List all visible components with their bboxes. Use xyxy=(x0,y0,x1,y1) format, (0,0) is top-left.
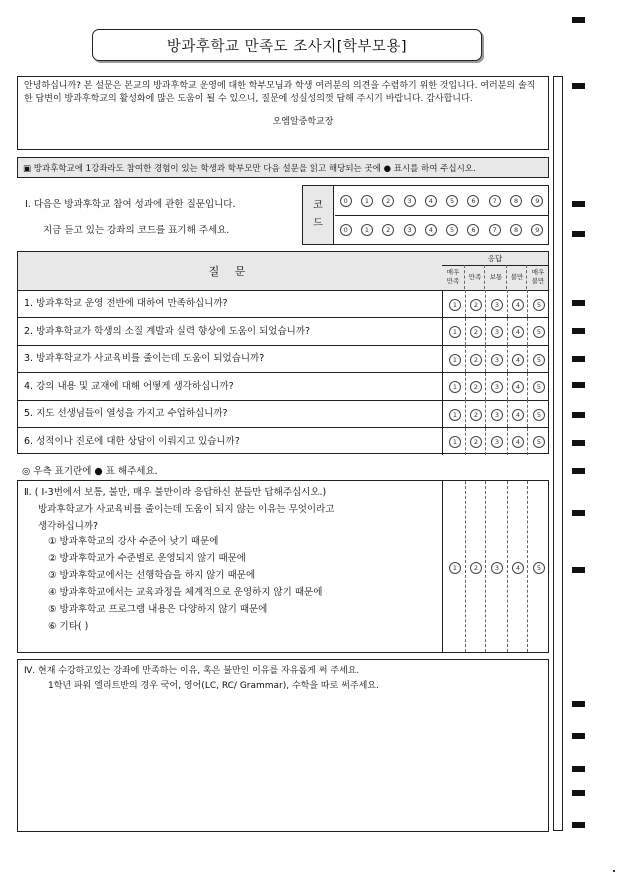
answer-bubble[interactable]: 4 xyxy=(512,299,524,311)
column-divider xyxy=(465,373,466,400)
code-bubble[interactable]: 5 xyxy=(446,224,458,236)
answer-bubbles xyxy=(442,290,549,317)
code-bubble[interactable]: 1 xyxy=(361,224,373,236)
timing-mark xyxy=(572,766,585,772)
section-2-line: 생각하십니까? xyxy=(38,521,99,532)
answer-bubbles xyxy=(442,345,549,372)
timing-mark xyxy=(572,822,585,828)
answer-bubble[interactable]: 4 xyxy=(512,436,524,448)
answer-bubbles xyxy=(442,428,549,455)
intro-box xyxy=(17,76,549,150)
question-text: 3. 방과후학교가 사교육비를 줄이는데 도움이 되었습니까? xyxy=(24,353,265,364)
timing-mark xyxy=(572,790,585,796)
answer-bubble[interactable]: 3 xyxy=(491,326,503,338)
code-bubble[interactable]: 4 xyxy=(425,224,437,236)
column-divider xyxy=(527,373,528,400)
timing-mark xyxy=(572,440,585,446)
column-divider xyxy=(485,345,486,372)
answer-bubble[interactable]: 2 xyxy=(470,326,482,338)
column-divider xyxy=(527,318,528,345)
column-divider xyxy=(485,400,486,427)
question-header: 질 문 xyxy=(18,252,443,291)
column-divider xyxy=(527,400,528,427)
timing-mark xyxy=(572,567,585,573)
answer-bubble[interactable]: 3 xyxy=(491,562,503,574)
column-divider xyxy=(507,290,508,317)
corner-dot xyxy=(613,870,615,872)
code-bubble[interactable]: 7 xyxy=(489,224,501,236)
code-row-ones xyxy=(335,215,548,244)
column-divider xyxy=(507,428,508,455)
code-grid xyxy=(302,185,549,245)
question-row xyxy=(18,290,548,318)
answer-bubble[interactable]: 4 xyxy=(512,326,524,338)
column-divider xyxy=(465,400,466,427)
column-divider xyxy=(465,290,466,317)
column-divider xyxy=(527,481,528,652)
code-bubble[interactable]: 8 xyxy=(510,195,522,207)
code-bubble[interactable]: 7 xyxy=(489,195,501,207)
response-col-header: 매우 불만 xyxy=(526,265,549,289)
code-bubble[interactable]: 1 xyxy=(361,195,373,207)
section-2-answer-bubbles xyxy=(442,481,549,652)
code-row-tens xyxy=(335,186,548,216)
answer-bubble[interactable]: 3 xyxy=(491,299,503,311)
code-bubble[interactable]: 8 xyxy=(510,224,522,236)
answer-bubble[interactable]: 5 xyxy=(533,354,545,366)
answer-bubble[interactable]: 4 xyxy=(512,354,524,366)
answer-bubble[interactable]: 3 xyxy=(491,381,503,393)
column-divider xyxy=(465,428,466,455)
answer-bubble[interactable]: 1 xyxy=(449,381,461,393)
section-2 xyxy=(17,480,549,653)
timing-mark xyxy=(572,510,585,516)
option-item: ② 방과후학교가 수준별로 운영되지 않기 때문에 xyxy=(48,553,246,564)
marking-hint: ◎ 우측 표기란에 ● 표 해주세요. xyxy=(22,466,158,477)
code-bubble[interactable]: 0 xyxy=(340,195,352,207)
instruction-notice: ▣ 방과후학교에 1강좌라도 참여한 경험이 있는 학생과 학부모만 다음 설문을 읽고 해당되는 곳에 ● 표시를 하여 주십시오. xyxy=(17,157,549,178)
column-divider xyxy=(507,481,508,652)
question-row xyxy=(18,318,548,346)
answer-bubble[interactable]: 5 xyxy=(533,562,545,574)
column-divider xyxy=(485,318,486,345)
response-header xyxy=(442,252,548,291)
column-divider xyxy=(485,373,486,400)
code-label-char: 드 xyxy=(313,218,323,229)
code-label xyxy=(303,186,334,244)
code-bubble[interactable]: 4 xyxy=(425,195,437,207)
answer-bubble[interactable]: 3 xyxy=(491,354,503,366)
response-col-header: 불만 xyxy=(506,265,527,289)
option-item: ④ 방과후학교에서는 교육과정을 체계적으로 운영하지 않기 때문에 xyxy=(48,587,323,598)
question-row xyxy=(18,373,548,401)
answer-bubbles xyxy=(442,318,549,345)
timing-mark xyxy=(572,300,585,306)
column-divider xyxy=(507,345,508,372)
timing-mark xyxy=(572,231,585,237)
response-col-header: 만족 xyxy=(464,265,485,289)
answer-bubble[interactable]: 5 xyxy=(533,436,545,448)
response-col-header: 보통 xyxy=(484,265,507,289)
answer-bubble[interactable]: 2 xyxy=(470,436,482,448)
timing-mark xyxy=(572,701,585,707)
answer-bubble[interactable]: 5 xyxy=(533,299,545,311)
timing-mark xyxy=(572,328,585,334)
question-row xyxy=(18,400,548,428)
page-title: 방과후학교 만족도 조사지[학부모용] xyxy=(92,29,482,61)
question-row xyxy=(18,428,548,455)
signature: 오엠알중학교장 xyxy=(272,117,334,127)
answer-bubble[interactable]: 2 xyxy=(470,354,482,366)
code-bubble[interactable]: 0 xyxy=(340,224,352,236)
timing-mark xyxy=(572,83,585,89)
column-divider xyxy=(507,400,508,427)
response-header-title: 응답 xyxy=(442,252,548,266)
timing-mark xyxy=(572,356,585,362)
column-divider xyxy=(465,481,466,652)
intro-text: 안녕하십니까? 본 설문은 본교의 방과후학교 운영에 대한 학부모님과 학생 여러분의 의견을 수렴하기 위한 것입니다. 여러분의 솔직한 답변이 방과후학교의 활성화에 많은 도움이 될 수 있으니, 질문에 성실성의껏 답해 주시기 바랍니다. 감사합니다. xyxy=(24,81,536,104)
timing-mark xyxy=(572,468,585,474)
code-bubble[interactable]: 6 xyxy=(467,224,479,236)
option-item: ① 방과후학교의 강사 수준이 낮기 때문에 xyxy=(48,536,219,547)
section-2-question xyxy=(24,484,334,535)
code-label-char: 코 xyxy=(313,200,323,211)
code-bubble[interactable]: 3 xyxy=(404,195,416,207)
code-bubble[interactable]: 5 xyxy=(446,195,458,207)
code-bubble[interactable]: 2 xyxy=(382,195,394,207)
answer-bubble[interactable]: 1 xyxy=(449,326,461,338)
answer-bubble[interactable]: 1 xyxy=(449,562,461,574)
timing-mark xyxy=(572,412,585,418)
option-item: ⑤ 방과후학교 프로그램 내용은 다양하지 않기 때문에 xyxy=(48,604,268,615)
code-bubble[interactable]: 6 xyxy=(467,195,479,207)
section-4-free-response[interactable] xyxy=(17,659,549,832)
section-2-line: Ⅱ. ( Ⅰ-3번에서 보통, 불만, 매우 불만이라 응답하신 분들만 답해주십시오.) xyxy=(24,487,327,498)
answer-bubble[interactable]: 4 xyxy=(512,409,524,421)
answer-bubble[interactable]: 4 xyxy=(512,381,524,393)
response-col-header: 매우 만족 xyxy=(446,268,460,285)
question-text: 6. 성적이나 진로에 대한 상담이 이뤄지고 있습니까? xyxy=(24,435,240,447)
answer-bubble[interactable]: 3 xyxy=(491,409,503,421)
answer-bubble[interactable]: 2 xyxy=(470,299,482,311)
answer-bubble[interactable]: 2 xyxy=(470,409,482,421)
section-2-options xyxy=(48,533,322,635)
question-text: 5. 지도 선생님들이 열성을 가지고 수업하십니까? xyxy=(24,408,228,419)
question-text: 4. 강의 내용 및 교재에 대해 어떻게 생각하십니까? xyxy=(24,380,234,392)
answer-bubble[interactable]: 5 xyxy=(533,326,545,338)
column-divider xyxy=(485,481,486,652)
section-1-title: Ⅰ. 다음은 방과후학교 참여 성과에 관한 질문입니다. xyxy=(25,199,236,210)
timing-mark xyxy=(572,201,585,207)
answer-bubble[interactable]: 2 xyxy=(470,381,482,393)
timing-mark xyxy=(572,17,585,23)
answer-bubble[interactable]: 2 xyxy=(470,562,482,574)
answer-bubble[interactable]: 1 xyxy=(449,299,461,311)
column-divider xyxy=(527,428,528,455)
column-divider xyxy=(527,290,528,317)
answer-bubble[interactable]: 1 xyxy=(449,354,461,366)
answer-bubble[interactable]: 1 xyxy=(449,409,461,421)
answer-bubble[interactable]: 1 xyxy=(449,436,461,448)
timing-mark xyxy=(572,733,585,739)
section-4-question: Ⅳ. 현재 수강하고있는 강좌에 만족하는 이유, 혹은 불만인 이유를 자유롭게 써 주세요. xyxy=(24,666,360,676)
section-4-note: 1학년 파워 엘리트반의 경우 국어, 영어(LC, RC/ Grammar), 수학을 따로 써주세요. xyxy=(48,681,379,691)
answer-bubbles xyxy=(442,373,549,400)
timing-mark xyxy=(572,382,585,388)
option-item: ⑥ 기타( ) xyxy=(48,621,89,632)
question-table xyxy=(17,251,549,454)
column-divider xyxy=(507,318,508,345)
section-1-instruction: 지금 듣고 있는 강좌의 코드를 표기해 주세요. xyxy=(43,225,230,236)
answer-bubble[interactable]: 5 xyxy=(533,409,545,421)
answer-bubble[interactable]: 4 xyxy=(512,562,524,574)
omr-sidebar xyxy=(553,76,563,831)
column-divider xyxy=(465,345,466,372)
code-bubble[interactable]: 3 xyxy=(404,224,416,236)
option-item: ③ 방과후학교에서는 선행학습을 하지 않기 때문에 xyxy=(48,570,256,581)
column-divider xyxy=(485,428,486,455)
answer-bubbles xyxy=(442,400,549,427)
answer-bubble[interactable]: 5 xyxy=(533,381,545,393)
column-divider xyxy=(465,318,466,345)
column-divider xyxy=(507,373,508,400)
column-divider xyxy=(527,345,528,372)
code-bubble[interactable]: 9 xyxy=(531,224,543,236)
code-bubble[interactable]: 2 xyxy=(382,224,394,236)
column-divider xyxy=(485,290,486,317)
question-text: 2. 방과후학교가 학생의 소질 계발과 실력 향상에 도움이 되었습니까? xyxy=(24,325,311,337)
section-2-line: 방과후학교가 사교육비를 줄이는데 도움이 되지 않는 이유는 무엇이라고 xyxy=(38,504,335,515)
code-bubble[interactable]: 9 xyxy=(531,195,543,207)
answer-bubble[interactable]: 3 xyxy=(491,436,503,448)
question-text: 1. 방과후학교 운영 전반에 대하여 만족하십니까? xyxy=(24,298,228,309)
question-row xyxy=(18,345,548,373)
